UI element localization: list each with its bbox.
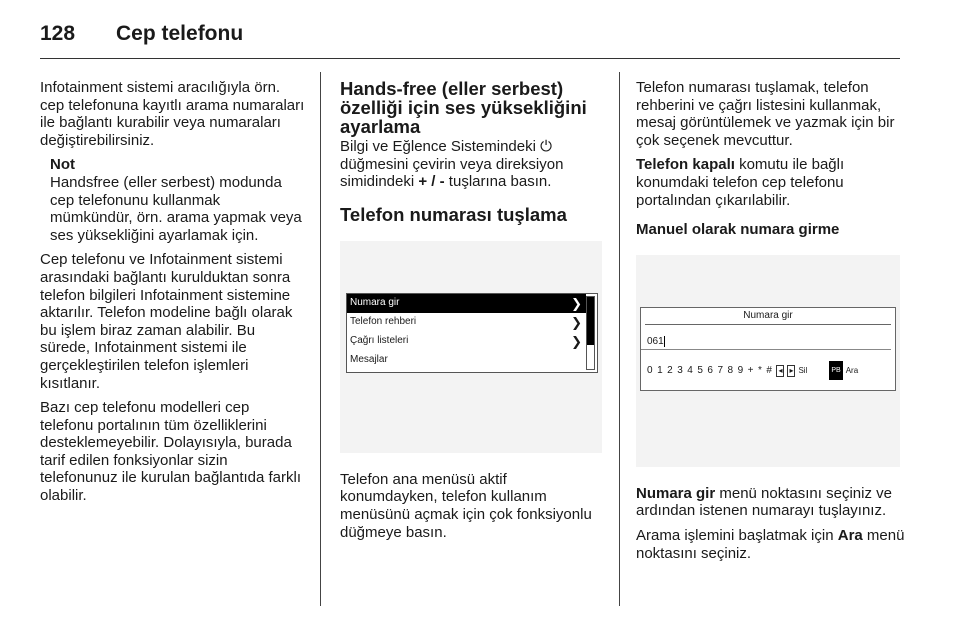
note-title: Not <box>50 156 75 174</box>
intro-paragraph: Infotainment sistemi aracılığıyla örn. cep telefonuna kayıtlı arama numaraları ile bağlantı kurabilir veya numaraları değiştirebilirsiniz. <box>40 79 305 149</box>
volume-text-c: tuşlarına basın. <box>444 173 552 191</box>
key-0[interactable]: 0 <box>647 364 653 376</box>
menu-item-phonebook[interactable] <box>347 313 586 332</box>
key-3[interactable]: 3 <box>677 364 683 376</box>
call-text-b: menü noktasını seçiniz. <box>636 526 905 562</box>
key-1[interactable]: 1 <box>657 364 663 376</box>
column-right <box>636 79 906 569</box>
power-icon: ⏻ <box>540 138 552 155</box>
keypad-row <box>641 361 895 381</box>
text-cursor <box>664 336 665 347</box>
volume-keys: + / - <box>418 173 445 191</box>
dial-number-field[interactable] <box>641 335 891 350</box>
volume-heading: Hands-free (eller serbest) özelliği için ses yüksekliğini ayarlama <box>340 78 587 137</box>
call-text-a: Arama işlemini başlatmak için <box>636 526 838 544</box>
chevron-right-icon: ❯ <box>571 314 582 330</box>
chevron-right-icon: ❯ <box>571 295 582 311</box>
dialing-heading: Telefon numarası tuşlama <box>340 203 567 225</box>
phone-off-term: Telefon kapalı <box>636 156 735 174</box>
key-plus[interactable]: + <box>747 364 754 376</box>
call-key[interactable]: Ara <box>845 365 859 375</box>
menu-item-enter-number[interactable] <box>347 294 586 313</box>
key-6[interactable]: 6 <box>707 364 713 376</box>
dial-title: Numara gir <box>645 308 891 325</box>
key-hash[interactable]: # <box>766 364 772 376</box>
note-text: Handsfree (eller serbest) modunda cep telefonunu kullanmak mümkündür, örn. arama yapmak veya ses yüksekliğini ayarlamak için. <box>50 173 302 244</box>
menu-caption: Telefon ana menüsü aktif konumdayken, telefon kullanım menüsünü açmak için çok fonksiyonlu düğmeye basın. <box>340 470 592 541</box>
volume-text-a: Bilgi ve Eğlence Sistemindeki <box>340 138 541 155</box>
header-rule <box>40 58 900 59</box>
key-2[interactable]: 2 <box>667 364 673 376</box>
page-header <box>40 18 243 50</box>
dial-screenshot <box>636 255 900 467</box>
menu-item-label: Numara gir <box>350 297 400 309</box>
menu-item-label: Çağrı listeleri <box>350 335 409 347</box>
scrollbar-thumb[interactable] <box>587 297 594 345</box>
column-left <box>40 79 306 512</box>
phone-menu <box>346 293 598 373</box>
menu-item-label: Telefon rehberi <box>350 316 417 328</box>
enter-number-paragraph <box>636 485 906 520</box>
key-4[interactable]: 4 <box>687 364 693 376</box>
enter-number-term: Numara gir <box>636 484 716 502</box>
dial-number: 061 <box>647 335 664 347</box>
manual-dial-heading: Manuel olarak numara girme <box>636 221 840 239</box>
column-middle <box>340 79 606 548</box>
call-paragraph <box>636 527 906 562</box>
phone-off-text: komutu ile bağlı konumdaki telefon cep telefonu portalından çıkarılabilir. <box>636 156 845 209</box>
column-divider <box>619 72 620 606</box>
key-7[interactable]: 7 <box>717 364 723 376</box>
menu-scrollbar[interactable] <box>586 296 595 370</box>
compatibility-paragraph: Bazı cep telefonu modelleri cep telefonu portalının tüm özelliklerini desteklemeyebilir. Dolayısıyla, burada tarif edilen fonksiyonlar sizin telefonunuz ile kurulan bağlantıda farklı olabilir. <box>40 399 302 505</box>
delete-key[interactable]: Sil <box>798 365 808 375</box>
menu-item-label: Mesajlar <box>350 354 388 366</box>
cursor-right-icon[interactable]: ▸ <box>789 365 794 375</box>
options-paragraph: Telefon numarası tuşlamak, telefon rehberini ve çağrı listesini kullanmak, mesaj görüntülemek ve yazmak için bir çok seçenek mevcuttur. <box>636 79 895 149</box>
volume-text-b: düğmesini çevirin veya direksiyon simidindeki <box>340 155 564 191</box>
page-title: Cep telefonu <box>116 22 244 45</box>
phone-off-paragraph <box>636 156 906 209</box>
key-9[interactable]: 9 <box>737 364 744 376</box>
cursor-left-icon[interactable]: ◂ <box>778 365 783 375</box>
menu-item-call-lists[interactable] <box>347 332 586 351</box>
call-term: Ara <box>837 526 863 544</box>
key-8[interactable]: 8 <box>727 364 734 376</box>
connection-paragraph: Cep telefonu ve Infotainment sistemi arasındaki bağlantı kurulduktan sonra telefon bilgileri Infotainment sistemine aktarılır. Telefon modeline bağlı olarak bu işlem biraz zaman alabilir. Bu sürede, Infotainment sistemi ile gerçekleştirilen telefon işlemleri kısıtlanır. <box>40 251 293 392</box>
phonebook-icon[interactable]: PB <box>829 361 842 381</box>
menu-item-messages[interactable] <box>347 351 586 370</box>
note-box <box>40 156 306 244</box>
column-divider <box>320 72 321 606</box>
volume-paragraph <box>340 138 606 191</box>
key-star[interactable]: * <box>757 364 762 376</box>
chevron-right-icon: ❯ <box>571 333 582 349</box>
enter-number-text: menü noktasını seçiniz ve ardından istenen numarayı tuşlayınız. <box>636 484 892 520</box>
dial-screen <box>640 307 896 391</box>
key-5[interactable]: 5 <box>697 364 703 376</box>
phone-menu-screenshot <box>340 241 602 453</box>
page-number: 128 <box>40 22 76 45</box>
